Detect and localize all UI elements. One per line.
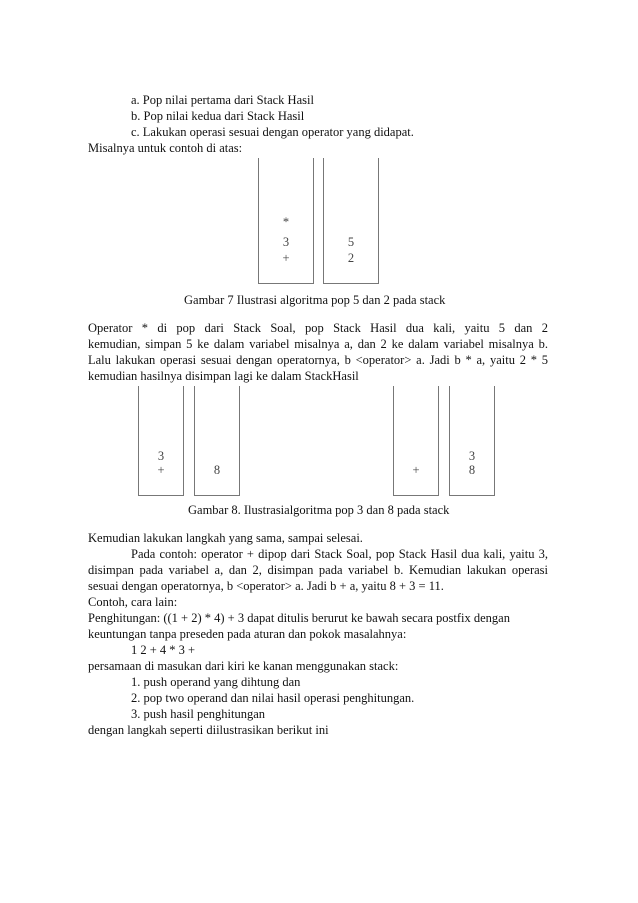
stack-value: 8 [213, 463, 221, 477]
para2-line: Penghitungan: ((1 + 2) * 4) + 3 dapat ditulis berurut ke bawah secara postfix dengan [88, 611, 510, 625]
stack-value: 3 [282, 235, 290, 249]
stack-value: * [282, 215, 290, 229]
stack-value: + [282, 251, 290, 265]
closing-text: dengan langkah seperti diilustrasikan berikut ini [88, 723, 329, 737]
stack-value: 2 [347, 251, 355, 265]
stack-value: 5 [347, 235, 355, 249]
list-item: 1. push operand yang dihtung dan [131, 675, 301, 689]
para1-line: kemudian hasilnya disimpan lagi ke dalam StackHasil [88, 369, 359, 383]
list-item: 2. pop two operand dan nilai hasil operasi penghitungan. [131, 691, 415, 705]
stack-value: 3 [157, 449, 165, 463]
stack-soal-fig8-right [393, 386, 439, 496]
para1-line: Lalu lakukan operasi sesuai dengan operatornya, b <operator> a. Jadi b * a, yaitu 2 * 5 [88, 353, 548, 367]
stack-value: 8 [468, 463, 476, 477]
para2-line: disimpan pada variabel a, dan 2, disimpan pada variabel b. Kemudian lakukan operasi [88, 563, 548, 577]
step-a: a. Pop nilai pertama dari Stack Hasil [131, 93, 314, 107]
para2-line: Contoh, cara lain: [88, 595, 178, 609]
figure8-caption: Gambar 8. Ilustrasialgoritma pop 3 dan 8 pada stack [188, 503, 450, 517]
step-b: b. Pop nilai kedua dari Stack Hasil [131, 109, 305, 123]
para1-line: kemudian, simpan 5 ke dalam variabel misalnya a, dan 2 ke dalam variabel misalnya b. [88, 337, 548, 351]
para2-line: keuntungan tanpa preseden pada aturan dan pokok masalahnya: [88, 627, 407, 641]
para2-line: Kemudian lakukan langkah yang sama, sampai selesai. [88, 531, 363, 545]
stack-value: 3 [468, 449, 476, 463]
stack-hasil-fig8-left [194, 386, 240, 496]
stack-soal-fig7 [258, 158, 314, 284]
para1-line: Operator * di pop dari Stack Soal, pop Stack Hasil dua kali, yaitu 5 dan 2 [88, 321, 548, 335]
stack-value: + [412, 463, 420, 477]
intro-text: Misalnya untuk contoh di atas: [88, 141, 243, 155]
para2-line: persamaan di masukan dari kiri ke kanan menggunakan stack: [88, 659, 399, 673]
stack-value: + [157, 463, 165, 477]
postfix-expression: 1 2 + 4 * 3 + [131, 643, 196, 657]
stack-hasil-fig8-right [449, 386, 495, 496]
stack-hasil-fig7 [323, 158, 379, 284]
stack-soal-fig8-left [138, 386, 184, 496]
para2-line: sesuai dengan operatornya, b <operator> a. Jadi b + a, yaitu 8 + 3 = 11. [88, 579, 444, 593]
para2-line: Pada contoh: operator + dipop dari Stack Soal, pop Stack Hasil dua kali, yaitu 3, [131, 547, 548, 561]
list-item: 3. push hasil penghitungan [131, 707, 266, 721]
figure7-caption: Gambar 7 Ilustrasi algoritma pop 5 dan 2 pada stack [184, 293, 446, 307]
step-c: c. Lakukan operasi sesuai dengan operator yang didapat. [131, 125, 414, 139]
